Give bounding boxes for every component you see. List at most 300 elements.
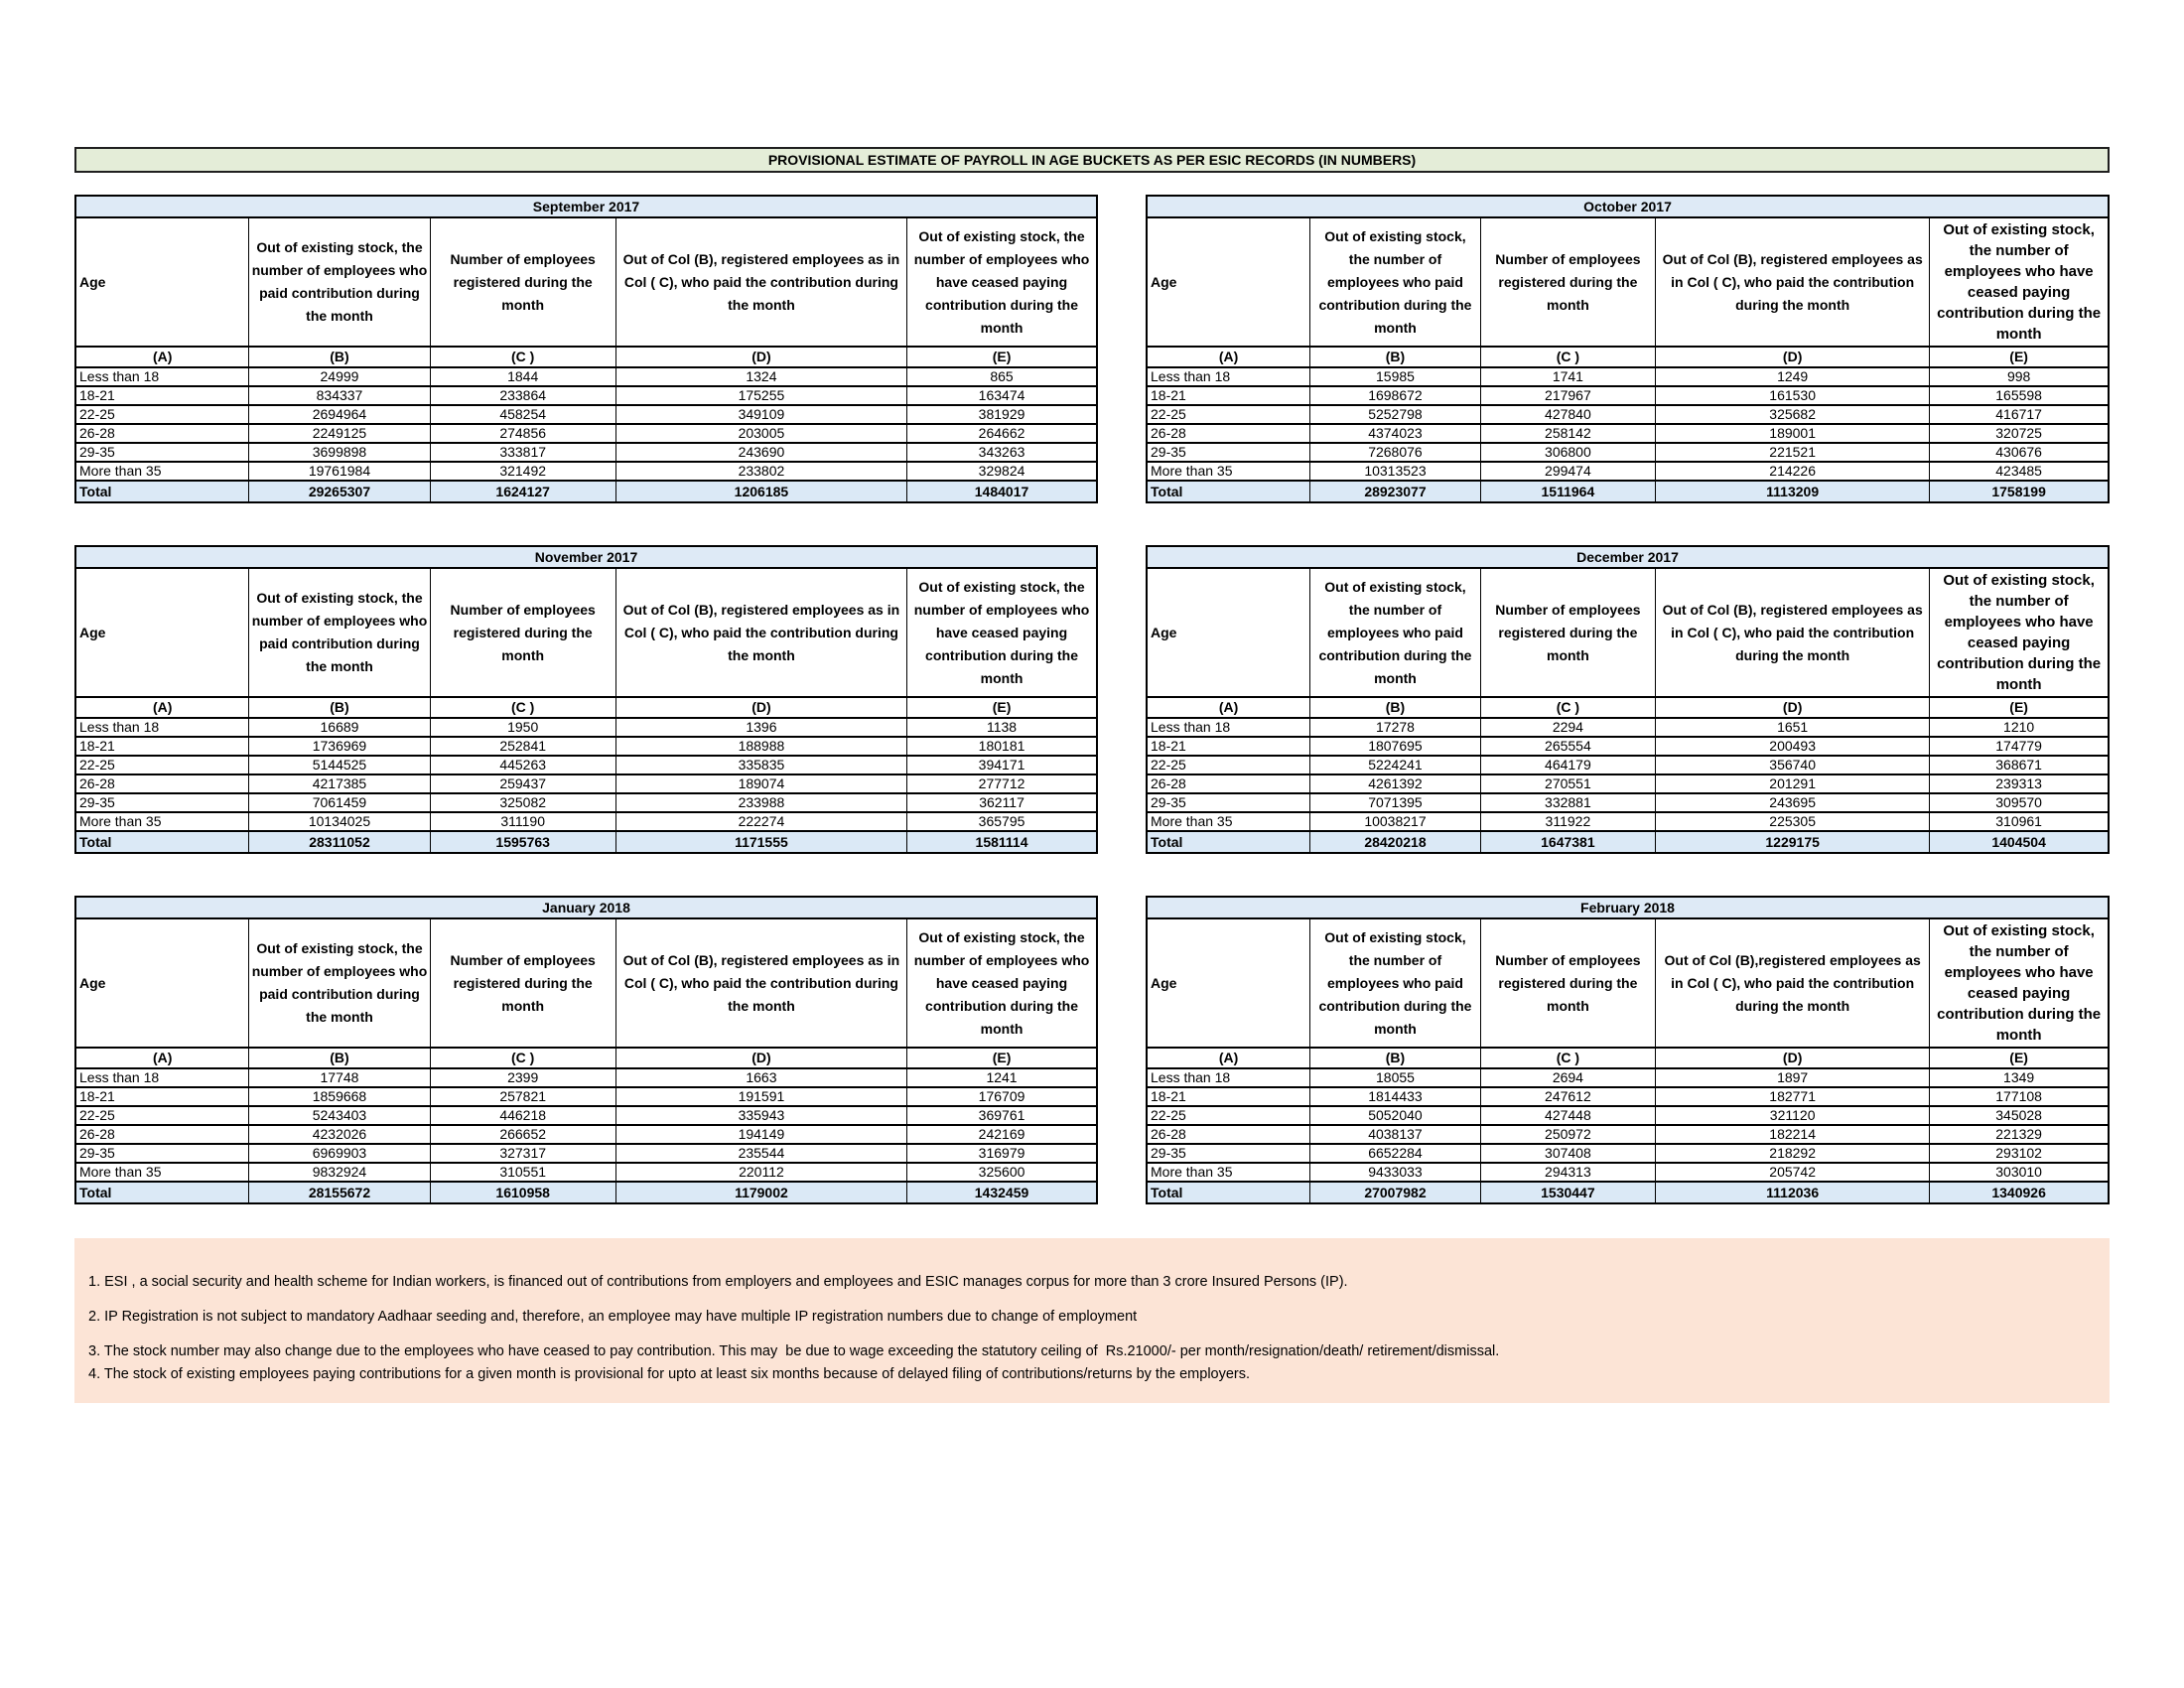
value-cell-c: 266652 [430, 1125, 615, 1144]
value-cell-c: 321492 [430, 462, 615, 481]
value-cell-d: 1897 [1656, 1068, 1930, 1087]
value-cell-d: 189001 [1656, 424, 1930, 443]
column-header-age-label: Age [1151, 974, 1177, 991]
value-cell-d: 214226 [1656, 462, 1930, 481]
value-cell-d: 175255 [615, 386, 906, 405]
column-header-c [430, 217, 615, 347]
column-header-c [1480, 217, 1655, 347]
column-header-e [907, 568, 1097, 697]
age-bucket-cell: Less than 18 [1147, 367, 1310, 386]
value-cell-d: 225305 [1656, 812, 1930, 831]
column-header-e-label: Out of existing stock, the number of employees who have ceased paying contribution during the month [1937, 572, 2102, 693]
table-row [1147, 367, 2109, 386]
table-row [1147, 462, 2109, 481]
column-header-b [249, 217, 430, 347]
total-label-cell: Total [75, 1182, 249, 1203]
column-header-c-label: Number of employees registered during the month [450, 250, 596, 313]
table-row [75, 443, 1097, 462]
value-cell-e: 362117 [907, 793, 1097, 812]
table-row [1147, 737, 2109, 756]
total-value-e: 1758199 [1930, 481, 2109, 502]
value-cell-d: 200493 [1656, 737, 1930, 756]
value-cell-d: 182214 [1656, 1125, 1930, 1144]
column-letter-d: (D) [615, 1048, 906, 1068]
column-header-d-label: Out of Col (B), registered employees as in Col ( C), who paid the contribution during the month [622, 250, 900, 313]
value-cell-d: 335835 [615, 756, 906, 774]
table-february-2018 [1146, 896, 2110, 1204]
age-bucket-cell: 18-21 [1147, 737, 1310, 756]
value-cell-c: 2294 [1480, 718, 1655, 737]
column-letter-d: (D) [1656, 1048, 1930, 1068]
value-cell-c: 307408 [1480, 1144, 1655, 1163]
value-cell-e: 365795 [907, 812, 1097, 831]
total-row [75, 1182, 1097, 1203]
age-bucket-cell: 22-25 [75, 1106, 249, 1125]
total-value-d: 1171555 [615, 831, 906, 853]
column-letter-row [75, 697, 1097, 718]
age-bucket-cell: More than 35 [75, 812, 249, 831]
column-letter-a: (A) [1147, 1048, 1310, 1068]
table-row [75, 1068, 1097, 1087]
value-cell-c: 445263 [430, 756, 615, 774]
value-cell-b: 5224241 [1310, 756, 1481, 774]
table-row [1147, 1125, 2109, 1144]
value-cell-d: 188988 [615, 737, 906, 756]
value-cell-e: 174779 [1930, 737, 2109, 756]
value-cell-e: 320725 [1930, 424, 2109, 443]
value-cell-e: 293102 [1930, 1144, 2109, 1163]
table-row [75, 1144, 1097, 1163]
table-row [75, 462, 1097, 481]
table-row [1147, 386, 2109, 405]
month-header: December 2017 [1147, 546, 2109, 568]
column-header-c [430, 918, 615, 1048]
total-value-b: 29265307 [249, 481, 430, 502]
value-cell-c: 458254 [430, 405, 615, 424]
column-header-age [1147, 568, 1310, 697]
column-header-b [1310, 568, 1481, 697]
age-bucket-cell: 26-28 [75, 774, 249, 793]
column-letter-e: (E) [907, 1048, 1097, 1068]
column-header-d-label: Out of Col (B),registered employees as in Col ( C), who paid the contribution during the month [1664, 951, 1921, 1014]
column-letter-row [75, 347, 1097, 367]
value-cell-b: 2694964 [249, 405, 430, 424]
total-value-b: 28311052 [249, 831, 430, 853]
value-cell-e: 316979 [907, 1144, 1097, 1163]
column-letter-d: (D) [615, 697, 906, 718]
age-bucket-cell: Less than 18 [75, 1068, 249, 1087]
total-value-c: 1511964 [1480, 481, 1655, 502]
value-cell-b: 1736969 [249, 737, 430, 756]
table-september-2017 [74, 195, 1098, 503]
table-row [75, 386, 1097, 405]
value-cell-b: 6969903 [249, 1144, 430, 1163]
column-letter-row [75, 1048, 1097, 1068]
column-header-age [1147, 217, 1310, 347]
value-cell-b: 834337 [249, 386, 430, 405]
value-cell-b: 4038137 [1310, 1125, 1481, 1144]
value-cell-c: 311190 [430, 812, 615, 831]
value-cell-b: 17278 [1310, 718, 1481, 737]
column-header-d [615, 918, 906, 1048]
age-bucket-cell: 22-25 [1147, 756, 1310, 774]
column-letter-e: (E) [907, 697, 1097, 718]
value-cell-c: 311922 [1480, 812, 1655, 831]
value-cell-c: 1844 [430, 367, 615, 386]
value-cell-d: 1249 [1656, 367, 1930, 386]
month-header: January 2018 [75, 897, 1097, 918]
column-header-c-label: Number of employees registered during the month [1495, 250, 1641, 313]
column-letter-a: (A) [1147, 347, 1310, 367]
total-value-e: 1484017 [907, 481, 1097, 502]
column-header-d [615, 217, 906, 347]
column-header-age-label: Age [79, 273, 106, 290]
value-cell-c: 325082 [430, 793, 615, 812]
value-cell-d: 233802 [615, 462, 906, 481]
column-header-age [75, 217, 249, 347]
value-cell-d: 205742 [1656, 1163, 1930, 1182]
table-row [75, 367, 1097, 386]
total-row [75, 831, 1097, 853]
column-header-e-label: Out of existing stock, the number of employees who have ceased paying contribution during the month [913, 578, 1090, 686]
table-row [75, 718, 1097, 737]
value-cell-b: 4217385 [249, 774, 430, 793]
table-row [75, 1125, 1097, 1144]
column-letter-e: (E) [1930, 347, 2109, 367]
total-row [75, 481, 1097, 502]
value-cell-d: 1396 [615, 718, 906, 737]
age-bucket-cell: 29-35 [1147, 1144, 1310, 1163]
value-cell-d: 222274 [615, 812, 906, 831]
column-letter-row [1147, 697, 2109, 718]
column-letter-d: (D) [1656, 697, 1930, 718]
value-cell-c: 464179 [1480, 756, 1655, 774]
value-cell-e: 165598 [1930, 386, 2109, 405]
value-cell-b: 4261392 [1310, 774, 1481, 793]
value-cell-d: 201291 [1656, 774, 1930, 793]
footnote-2: 2. IP Registration is not subject to mandatory Aadhaar seeding and, therefore, an employee may have multiple IP registration numbers due to change of employment [88, 1309, 1138, 1325]
total-value-c: 1647381 [1480, 831, 1655, 853]
value-cell-b: 5252798 [1310, 405, 1481, 424]
age-bucket-cell: 26-28 [1147, 424, 1310, 443]
column-letter-a: (A) [75, 347, 249, 367]
value-cell-c: 327317 [430, 1144, 615, 1163]
column-header-c-label: Number of employees registered during the month [1495, 951, 1641, 1014]
column-header-d-label: Out of Col (B), registered employees as in Col ( C), who paid the contribution during the month [622, 601, 900, 663]
value-cell-d: 191591 [615, 1087, 906, 1106]
column-letter-c: (C ) [1480, 697, 1655, 718]
value-cell-c: 217967 [1480, 386, 1655, 405]
total-label-cell: Total [1147, 481, 1310, 502]
value-cell-d: 243695 [1656, 793, 1930, 812]
column-header-b [1310, 217, 1481, 347]
value-cell-b: 7071395 [1310, 793, 1481, 812]
column-header-b [249, 568, 430, 697]
column-header-d [1656, 568, 1930, 697]
table-row [1147, 443, 2109, 462]
value-cell-e: 264662 [907, 424, 1097, 443]
total-row [1147, 831, 2109, 853]
age-bucket-cell: Less than 18 [1147, 1068, 1310, 1087]
month-tables-grid [74, 195, 2110, 1204]
value-cell-d: 325682 [1656, 405, 1930, 424]
column-header-c-label: Number of employees registered during the month [450, 951, 596, 1014]
column-header-b-label: Out of existing stock, the number of employees who paid contribution during the month [1318, 227, 1472, 336]
column-header-e-label: Out of existing stock, the number of employees who have ceased paying contribution during the month [1937, 922, 2102, 1044]
column-header-e-label: Out of existing stock, the number of employees who have ceased paying contribution during the month [913, 928, 1090, 1037]
age-bucket-cell: 22-25 [75, 756, 249, 774]
column-header-age [1147, 918, 1310, 1048]
total-row [1147, 481, 2109, 502]
column-header-c [1480, 918, 1655, 1048]
value-cell-b: 5243403 [249, 1106, 430, 1125]
column-header-b-label: Out of existing stock, the number of employees who paid contribution during the month [251, 239, 428, 324]
value-cell-e: 163474 [907, 386, 1097, 405]
column-header-d-label: Out of Col (B), registered employees as in Col ( C), who paid the contribution during the month [1662, 601, 1923, 663]
column-letter-row [1147, 1048, 2109, 1068]
total-row [1147, 1182, 2109, 1203]
column-header-d [1656, 217, 1930, 347]
total-value-b: 28155672 [249, 1182, 430, 1203]
value-cell-c: 1950 [430, 718, 615, 737]
total-value-b: 27007982 [1310, 1182, 1481, 1203]
value-cell-d: 221521 [1656, 443, 1930, 462]
value-cell-c: 310551 [430, 1163, 615, 1182]
value-cell-d: 182771 [1656, 1087, 1930, 1106]
value-cell-c: 1741 [1480, 367, 1655, 386]
total-value-b: 28923077 [1310, 481, 1481, 502]
table-row [75, 774, 1097, 793]
value-cell-e: 1138 [907, 718, 1097, 737]
table-row [75, 405, 1097, 424]
value-cell-b: 1698672 [1310, 386, 1481, 405]
age-bucket-cell: 18-21 [75, 386, 249, 405]
age-bucket-cell: 18-21 [75, 737, 249, 756]
value-cell-c: 446218 [430, 1106, 615, 1125]
table-row [75, 424, 1097, 443]
value-cell-d: 203005 [615, 424, 906, 443]
table-row [1147, 405, 2109, 424]
age-bucket-cell: 29-35 [75, 1144, 249, 1163]
table-january-2018 [74, 896, 1098, 1204]
total-value-e: 1432459 [907, 1182, 1097, 1203]
value-cell-b: 5052040 [1310, 1106, 1481, 1125]
table-row [75, 1087, 1097, 1106]
column-header-age-label: Age [1151, 624, 1177, 640]
column-letter-b: (B) [249, 1048, 430, 1068]
value-cell-e: 345028 [1930, 1106, 2109, 1125]
value-cell-e: 343263 [907, 443, 1097, 462]
age-bucket-cell: More than 35 [75, 1163, 249, 1182]
total-label-cell: Total [1147, 1182, 1310, 1203]
column-header-b-label: Out of existing stock, the number of employees who paid contribution during the month [251, 590, 428, 674]
value-cell-c: 258142 [1480, 424, 1655, 443]
column-header-b [1310, 918, 1481, 1048]
table-row [1147, 1087, 2109, 1106]
total-value-d: 1206185 [615, 481, 906, 502]
value-cell-d: 335943 [615, 1106, 906, 1125]
value-cell-b: 18055 [1310, 1068, 1481, 1087]
value-cell-d: 321120 [1656, 1106, 1930, 1125]
column-letter-a: (A) [1147, 697, 1310, 718]
table-december-2017 [1146, 545, 2110, 854]
value-cell-b: 10134025 [249, 812, 430, 831]
table-row [1147, 1068, 2109, 1087]
column-letter-e: (E) [1930, 1048, 2109, 1068]
column-header-c-label: Number of employees registered during the month [450, 601, 596, 663]
value-cell-e: 325600 [907, 1163, 1097, 1182]
total-label-cell: Total [75, 831, 249, 853]
value-cell-e: 423485 [1930, 462, 2109, 481]
table-row [1147, 1106, 2109, 1125]
table-row [1147, 1163, 2109, 1182]
age-bucket-cell: 22-25 [1147, 405, 1310, 424]
value-cell-d: 189074 [615, 774, 906, 793]
value-cell-b: 3699898 [249, 443, 430, 462]
age-bucket-cell: More than 35 [1147, 462, 1310, 481]
column-letter-row [1147, 347, 2109, 367]
value-cell-b: 15985 [1310, 367, 1481, 386]
value-cell-c: 252841 [430, 737, 615, 756]
column-header-d [615, 568, 906, 697]
table-row [75, 812, 1097, 831]
total-value-e: 1404504 [1930, 831, 2109, 853]
table-november-2017 [74, 545, 1098, 854]
column-letter-a: (A) [75, 697, 249, 718]
value-cell-b: 1814433 [1310, 1087, 1481, 1106]
total-value-c: 1530447 [1480, 1182, 1655, 1203]
column-header-c [1480, 568, 1655, 697]
column-letter-c: (C ) [430, 347, 615, 367]
value-cell-e: 309570 [1930, 793, 2109, 812]
column-letter-b: (B) [1310, 347, 1481, 367]
column-header-b-label: Out of existing stock, the number of employees who paid contribution during the month [251, 940, 428, 1025]
table-row [1147, 424, 2109, 443]
column-header-age [75, 918, 249, 1048]
value-cell-d: 161530 [1656, 386, 1930, 405]
value-cell-c: 259437 [430, 774, 615, 793]
table-row [75, 793, 1097, 812]
column-letter-b: (B) [1310, 1048, 1481, 1068]
value-cell-e: 368671 [1930, 756, 2109, 774]
value-cell-c: 427448 [1480, 1106, 1655, 1125]
table-row [1147, 756, 2109, 774]
report-title: PROVISIONAL ESTIMATE OF PAYROLL IN AGE BUCKETS AS PER ESIC RECORDS (IN NUMBERS) [74, 147, 2110, 173]
column-letter-c: (C ) [1480, 347, 1655, 367]
column-header-c [430, 568, 615, 697]
column-header-b [249, 918, 430, 1048]
value-cell-b: 24999 [249, 367, 430, 386]
age-bucket-cell: More than 35 [1147, 1163, 1310, 1182]
value-cell-d: 194149 [615, 1125, 906, 1144]
age-bucket-cell: 26-28 [1147, 774, 1310, 793]
value-cell-c: 332881 [1480, 793, 1655, 812]
column-header-c-label: Number of employees registered during the month [1495, 601, 1641, 663]
value-cell-e: 221329 [1930, 1125, 2109, 1144]
age-bucket-cell: 29-35 [1147, 793, 1310, 812]
column-header-age-label: Age [1151, 273, 1177, 290]
value-cell-c: 2694 [1480, 1068, 1655, 1087]
value-cell-d: 1651 [1656, 718, 1930, 737]
value-cell-c: 333817 [430, 443, 615, 462]
column-letter-b: (B) [249, 697, 430, 718]
value-cell-d: 243690 [615, 443, 906, 462]
value-cell-d: 1324 [615, 367, 906, 386]
column-header-e-label: Out of existing stock, the number of employees who have ceased paying contribution during the month [913, 227, 1090, 336]
value-cell-e: 394171 [907, 756, 1097, 774]
age-bucket-cell: 18-21 [1147, 386, 1310, 405]
age-bucket-cell: 22-25 [1147, 1106, 1310, 1125]
column-header-b-label: Out of existing stock, the number of employees who paid contribution during the month [1318, 578, 1472, 686]
value-cell-e: 369761 [907, 1106, 1097, 1125]
value-cell-b: 7268076 [1310, 443, 1481, 462]
value-cell-c: 427840 [1480, 405, 1655, 424]
value-cell-b: 2249125 [249, 424, 430, 443]
age-bucket-cell: 26-28 [75, 1125, 249, 1144]
value-cell-d: 235544 [615, 1144, 906, 1163]
month-header: November 2017 [75, 546, 1097, 568]
value-cell-e: 180181 [907, 737, 1097, 756]
total-label-cell: Total [1147, 831, 1310, 853]
value-cell-c: 299474 [1480, 462, 1655, 481]
value-cell-e: 1210 [1930, 718, 2109, 737]
table-row [75, 1163, 1097, 1182]
value-cell-e: 865 [907, 367, 1097, 386]
value-cell-c: 257821 [430, 1087, 615, 1106]
column-header-e-label: Out of existing stock, the number of employees who have ceased paying contribution during the month [1937, 221, 2102, 343]
column-letter-d: (D) [615, 347, 906, 367]
value-cell-c: 247612 [1480, 1087, 1655, 1106]
age-bucket-cell: Less than 18 [1147, 718, 1310, 737]
value-cell-b: 10038217 [1310, 812, 1481, 831]
column-header-e [907, 918, 1097, 1048]
footnote-1: 1. ESI , a social security and health scheme for Indian workers, is financed out of contributions from employers and employees and ESIC manages corpus for more than 3 crore Insured Persons (IP). [88, 1274, 1348, 1290]
age-bucket-cell: More than 35 [75, 462, 249, 481]
column-header-d-label: Out of Col (B), registered employees as in Col ( C), who paid the contribution during the month [622, 951, 900, 1014]
value-cell-e: 1241 [907, 1068, 1097, 1087]
value-cell-e: 310961 [1930, 812, 2109, 831]
column-header-e [1930, 568, 2109, 697]
column-letter-e: (E) [907, 347, 1097, 367]
column-header-e [1930, 918, 2109, 1048]
value-cell-c: 250972 [1480, 1125, 1655, 1144]
value-cell-c: 274856 [430, 424, 615, 443]
column-letter-e: (E) [1930, 697, 2109, 718]
table-row [75, 1106, 1097, 1125]
value-cell-e: 242169 [907, 1125, 1097, 1144]
value-cell-d: 356740 [1656, 756, 1930, 774]
value-cell-e: 303010 [1930, 1163, 2109, 1182]
age-bucket-cell: 18-21 [75, 1087, 249, 1106]
value-cell-d: 349109 [615, 405, 906, 424]
value-cell-e: 239313 [1930, 774, 2109, 793]
total-value-d: 1179002 [615, 1182, 906, 1203]
value-cell-c: 306800 [1480, 443, 1655, 462]
month-header: February 2018 [1147, 897, 2109, 918]
total-value-d: 1112036 [1656, 1182, 1930, 1203]
table-row [1147, 718, 2109, 737]
value-cell-d: 233988 [615, 793, 906, 812]
table-row [1147, 774, 2109, 793]
table-row [1147, 1144, 2109, 1163]
table-row [1147, 812, 2109, 831]
column-header-e [907, 217, 1097, 347]
total-value-e: 1581114 [907, 831, 1097, 853]
total-value-d: 1229175 [1656, 831, 1930, 853]
value-cell-c: 233864 [430, 386, 615, 405]
value-cell-c: 294313 [1480, 1163, 1655, 1182]
total-value-b: 28420218 [1310, 831, 1481, 853]
